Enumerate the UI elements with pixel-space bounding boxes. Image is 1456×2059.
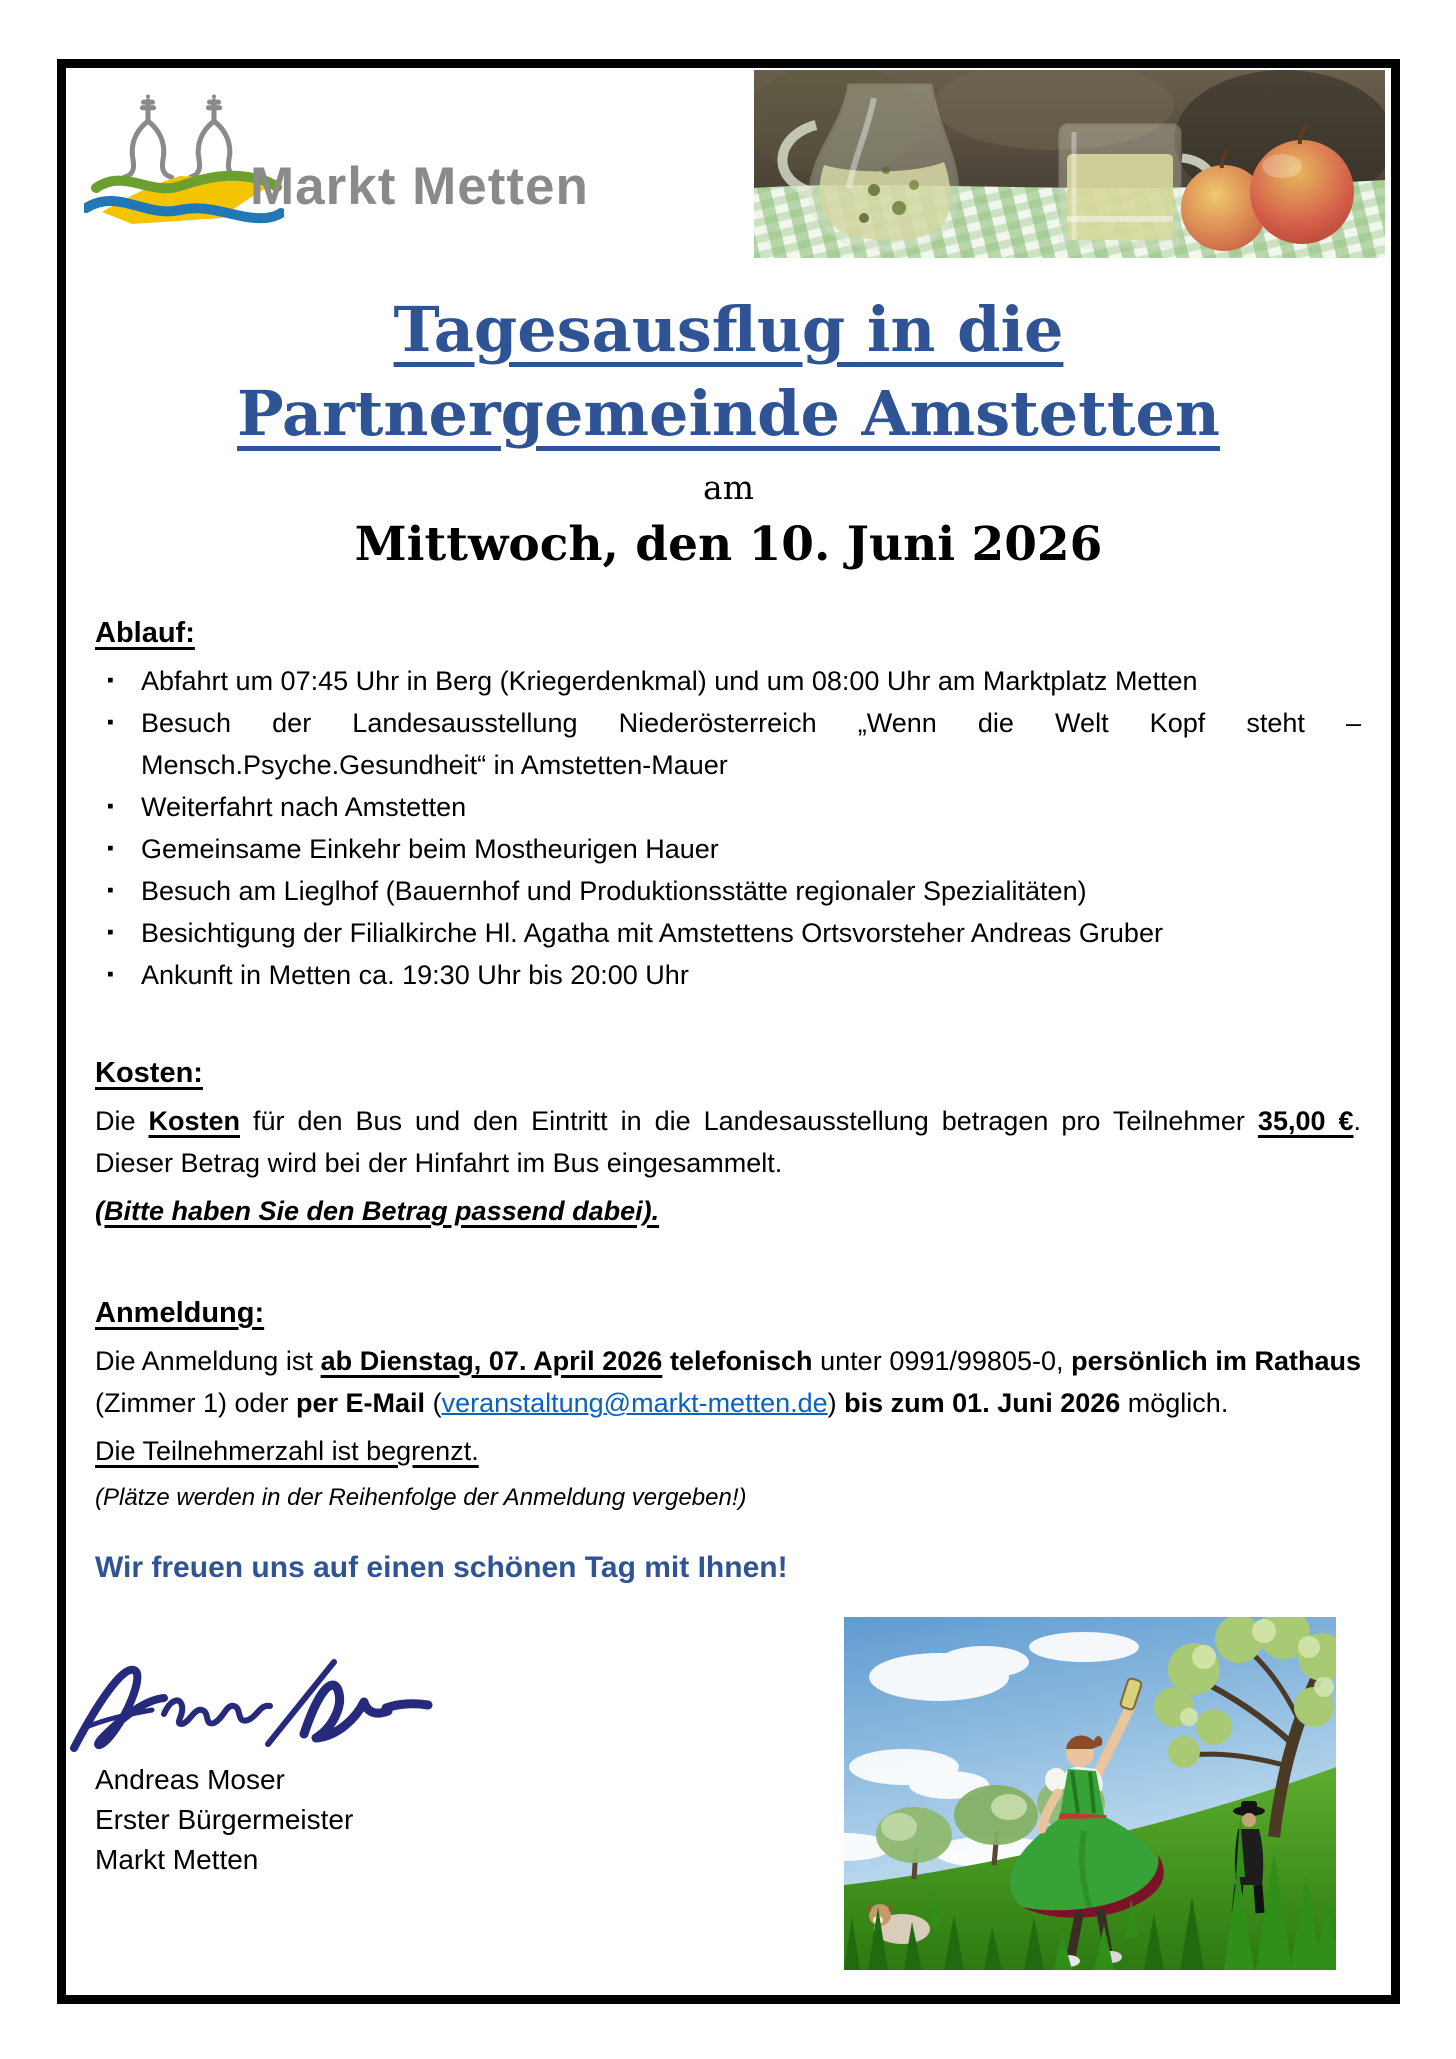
kosten-text: für den Bus und den Eintritt in die Landesausstellung betragen pro Teilnehmer (240, 1106, 1258, 1136)
kosten-note: (Bitte haben Sie den Betrag passend dabei). (95, 1196, 660, 1226)
signatory-name: Andreas Moser (95, 1764, 285, 1795)
orchard-dirndl-photo (844, 1617, 1336, 1970)
document-body (95, 612, 1361, 1590)
event-title-line2: Partnergemeinde Amstetten (237, 377, 1220, 450)
anmeldung-bold: persönlich im Rathaus (1071, 1346, 1361, 1376)
closing-line: Wir freuen uns auf einen schönen Tag mit Ihnen! (95, 1551, 788, 1584)
anmeldung-text (662, 1346, 670, 1376)
limit-note-wrap (95, 1430, 1361, 1472)
anmeldung-text: ) (827, 1388, 845, 1418)
ablauf-list (95, 660, 1361, 996)
kosten-heading: Kosten: (95, 1057, 203, 1089)
ablauf-item: ▪ Besuch der Landesausstellung Niederösterreich „Wenn die Welt Kopf steht – Mensch.Psyche.Gesundheit“ in Amstetten-Mauer (95, 702, 1361, 786)
kosten-paragraph (95, 1100, 1361, 1184)
ablauf-item: ▪ Abfahrt um 07:45 Uhr in Berg (Kriegerdenkmal) und um 08:00 Uhr am Marktplatz Metten (95, 660, 1361, 702)
section-anmeldung (95, 1292, 1361, 1518)
ablauf-item: ▪ Besichtigung der Filialkirche Hl. Agatha mit Amstettens Ortsvorsteher Andreas Gruber (95, 912, 1361, 954)
ablauf-item: ▪ Besuch am Lieglhof (Bauernhof und Produktionsstätte regionaler Spezialitäten) (95, 870, 1361, 912)
limit-note: Die Teilnehmerzahl ist begrenzt. (95, 1436, 479, 1466)
brand-name: Markt Metten (250, 157, 589, 216)
anmeldung-heading: Anmeldung: (95, 1297, 265, 1329)
section-kosten (95, 1052, 1361, 1232)
event-date: Mittwoch, den 10. Juni 2026 (354, 517, 1103, 572)
price-value: 35,00 € (1257, 1106, 1354, 1136)
registration-start-date: ab Dienstag, 07. April 2026 (320, 1346, 663, 1376)
kosten-note-wrap (95, 1190, 1361, 1232)
signatory-org: Markt Metten (95, 1844, 259, 1875)
cider-pitcher-photo (754, 70, 1385, 258)
title-block (66, 288, 1391, 574)
email-link[interactable]: veranstaltung@markt-metten.de (441, 1388, 828, 1418)
registration-deadline: bis zum 01. Juni 2026 (844, 1388, 1121, 1418)
kosten-text: Die (95, 1106, 149, 1136)
anmeldung-text: Die Anmeldung ist (95, 1346, 321, 1376)
ablauf-heading: Ablauf: (95, 617, 195, 649)
allocation-note: (Plätze werden in der Reihenfolge der Anmeldung vergeben!) (95, 1484, 747, 1511)
ablauf-item: ▪ Ankunft in Metten ca. 19:30 Uhr bis 20:00 Uhr (95, 954, 1361, 996)
signatory-role: Erster Bürgermeister (95, 1804, 354, 1835)
kosten-text: . Dieser Betrag wird bei der Hinfahrt im Bus eingesammelt. (95, 1106, 1362, 1178)
anmeldung-bold: per E-Mail (296, 1388, 426, 1418)
anmeldung-paragraph (95, 1340, 1361, 1424)
anmeldung-text: (Zimmer 1) oder (95, 1388, 297, 1418)
kosten-emphasis: Kosten (148, 1106, 241, 1136)
anmeldung-text: möglich. (1120, 1388, 1229, 1418)
signature-image (68, 1648, 438, 1763)
event-title-line1: Tagesausflug in die (393, 293, 1064, 366)
signatory-block (95, 1760, 353, 1880)
section-ablauf (95, 612, 1361, 996)
anmeldung-bold: telefonisch (669, 1346, 813, 1376)
ablauf-item: ▪ Weiterfahrt nach Amstetten (95, 786, 1361, 828)
anmeldung-text: unter 0991/99805-0, (812, 1346, 1072, 1376)
ablauf-item: ▪ Gemeinsame Einkehr beim Mostheurigen Hauer (95, 828, 1361, 870)
title-connector: am (703, 468, 754, 507)
anmeldung-text: ( (425, 1388, 442, 1418)
